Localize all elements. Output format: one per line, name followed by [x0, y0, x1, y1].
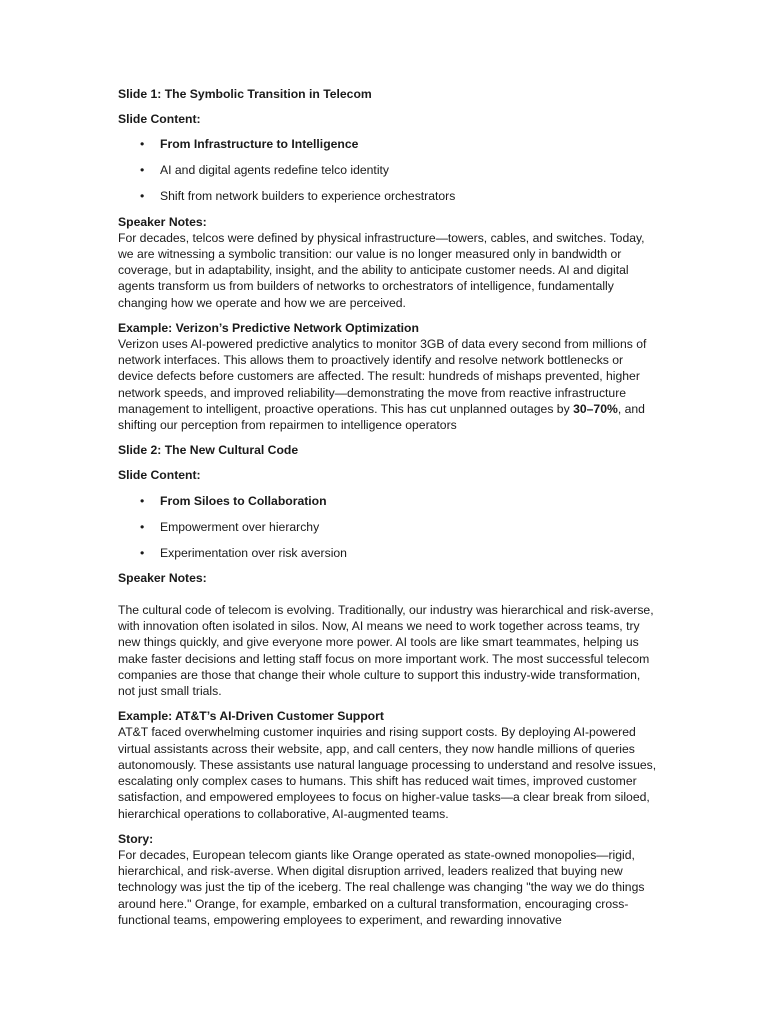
slide-2-story-label: Story:: [118, 831, 154, 846]
slide-2-story-text: For decades, European telecom giants like Orange operated as state-owned monopolies—rigid, hierarchical, and risk-averse. When digital disruption arrived, leaders realized that buying new technology was just the tip of the iceberg. The real challenge was changing "the way we do things around here." Orange, for example, embarked on a cultural transformation, encouraging cross-functional teams, empowering employees to experiment, and rewarding innovative: [118, 847, 645, 927]
list-item: [118, 136, 658, 152]
slide-2-example-title: Example: AT&T’s AI-Driven Customer Support: [118, 709, 384, 724]
example-text-part: , and shifting our perception from repairmen to intelligence operators: [118, 401, 645, 433]
slide-1-speaker-notes-label: Speaker Notes:: [118, 214, 207, 229]
slide-1-speaker-notes-text: For decades, telcos were defined by physical infrastructure—towers, cables, and switches. Today, we are witnessing a symbolic transition: our value is no longer measured only in bandwidth or coverage, but in adaptability, insight, and the ability to anticipate customer needs. AI and digital agents transform us from builders of networks to orchestrators of intelligence, fundamentally changing how we operate and how we are perceived.: [118, 230, 645, 310]
slide-2-title: Slide 2: The New Cultural Code: [118, 443, 299, 458]
slide-1-bullet-list: [118, 136, 658, 204]
slide-2-content-label: Slide Content:: [118, 468, 201, 483]
bullet-icon: •: [140, 519, 145, 534]
slide-2-speaker-notes-text: The cultural code of telecom is evolving. Traditionally, our industry was hierarchical and risk-averse, with innovation often isolated in silos. Now, AI means we need to work together across teams, try new things quickly, and give everyone more power. AI tools are like smart teammates, helping us make faster decisions and letting staff focus on more important work. The most successful telecom companies are those that change their whole culture to support this industry-wide transformation, not just small trials.: [118, 603, 654, 699]
example-text-highlight: 30–70%: [573, 401, 618, 416]
list-item: [118, 162, 658, 178]
bullet-icon: •: [140, 137, 145, 152]
document-page: [118, 86, 658, 937]
list-item: [118, 493, 658, 509]
bullet-icon: •: [140, 189, 145, 204]
bullet-text: Experimentation over risk aversion: [160, 545, 347, 560]
slide-1-example-title: Example: Verizon’s Predictive Network Optimization: [118, 320, 419, 335]
bullet-icon: •: [140, 163, 145, 178]
list-item: [118, 545, 658, 561]
bullet-text: From Infrastructure to Intelligence: [160, 137, 359, 152]
slide-2-section: [118, 442, 658, 928]
slide-1-example-text: [118, 336, 658, 433]
list-item: [118, 519, 658, 535]
example-text-part: Verizon uses AI-powered predictive analytics to monitor 3GB of data every second from millions of network interfaces. This allows them to proactively identify and resolve network bottlenecks or device defects before customers are affected. The result: hundreds of mishaps prevented, higher network speeds, and improved reliability—demonstrating the move from reactive infrastructure management to intelligent, proactive operations. This has cut unplanned outages by: [118, 337, 647, 416]
bullet-icon: •: [140, 493, 145, 508]
slide-2-speaker-notes-label: Speaker Notes:: [118, 570, 207, 585]
slide-2-example-text: AT&T faced overwhelming customer inquiries and rising support costs. By deploying AI-powered virtual assistants across their website, app, and call centers, they now handle millions of queries autonomously. These assistants use natural language processing to understand and resolve issues, escalating only complex cases to humans. This shift has reduced wait times, improved customer satisfaction, and empowered employees to focus on higher-value tasks—a clear break from siloed, hierarchical operations to collaborative, AI-augmented teams.: [118, 725, 657, 821]
bullet-text: AI and digital agents redefine telco identity: [160, 163, 390, 178]
slide-1-content-label: Slide Content:: [118, 112, 201, 127]
list-item: [118, 188, 658, 204]
bullet-text: Empowerment over hierarchy: [160, 519, 320, 534]
slide-2-bullet-list: [118, 493, 658, 561]
bullet-text: From Siloes to Collaboration: [160, 493, 327, 508]
slide-1-section: [118, 86, 658, 433]
slide-1-title: Slide 1: The Symbolic Transition in Telecom: [118, 87, 372, 101]
bullet-text: Shift from network builders to experience orchestrators: [160, 189, 456, 204]
bullet-icon: •: [140, 545, 145, 560]
